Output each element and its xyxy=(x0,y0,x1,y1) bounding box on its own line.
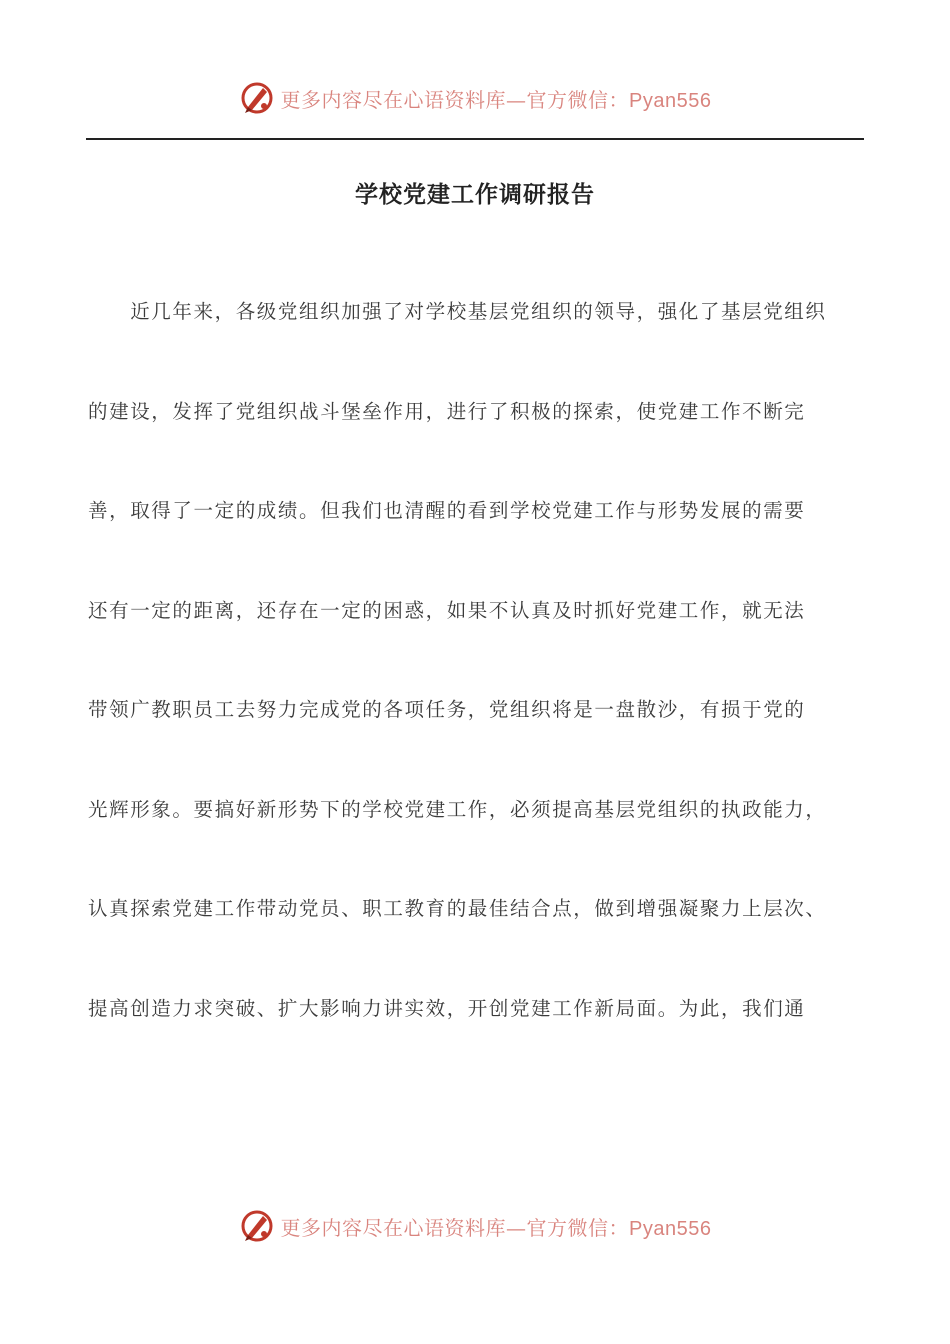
paragraph-line: 带领广教职员工去努力完成党的各项任务，党组织将是一盘散沙，有损于党的 xyxy=(88,698,806,721)
paragraph-line: 认真探索党建工作带动党员、职工教育的最佳结合点，做到增强凝聚力上层次、 xyxy=(88,897,827,920)
header-banner: 更多内容尽在心语资料库—官方微信：Pyan556 xyxy=(280,87,712,112)
paragraph-line: 光辉形象。要搞好新形势下的学校党建工作，必须提高基层党组织的执政能力， xyxy=(88,797,827,821)
pen-logo-icon xyxy=(239,1208,275,1244)
paragraph-line: 的建设，发挥了党组织战斗堡垒作用，进行了积极的探索，使党建工作不断完 xyxy=(88,399,806,423)
footer-banner: 更多内容尽在心语资料库—官方微信：Pyan556 xyxy=(280,1215,712,1240)
document-title: 学校党建工作调研报告 xyxy=(355,181,595,208)
paragraph-line: 善，取得了一定的成绩。但我们也清醒的看到学校党建工作与形势发展的需要 xyxy=(88,499,806,522)
paragraph-line: 还有一定的距离，还存在一定的困惑，如果不认真及时抓好党建工作，就无法 xyxy=(88,598,806,622)
paragraph-line: 提高创造力求突破、扩大影响力讲实效，开创党建工作新局面。为此，我们通 xyxy=(88,996,806,1020)
page-header xyxy=(0,80,950,116)
page-footer xyxy=(0,1208,950,1244)
paragraph-line: 近几年来，各级党组织加强了对学校基层党组织的领导，强化了基层党组织 xyxy=(88,300,827,323)
pen-logo-icon xyxy=(239,80,275,116)
header-divider xyxy=(86,138,864,140)
document-body xyxy=(88,262,878,1058)
